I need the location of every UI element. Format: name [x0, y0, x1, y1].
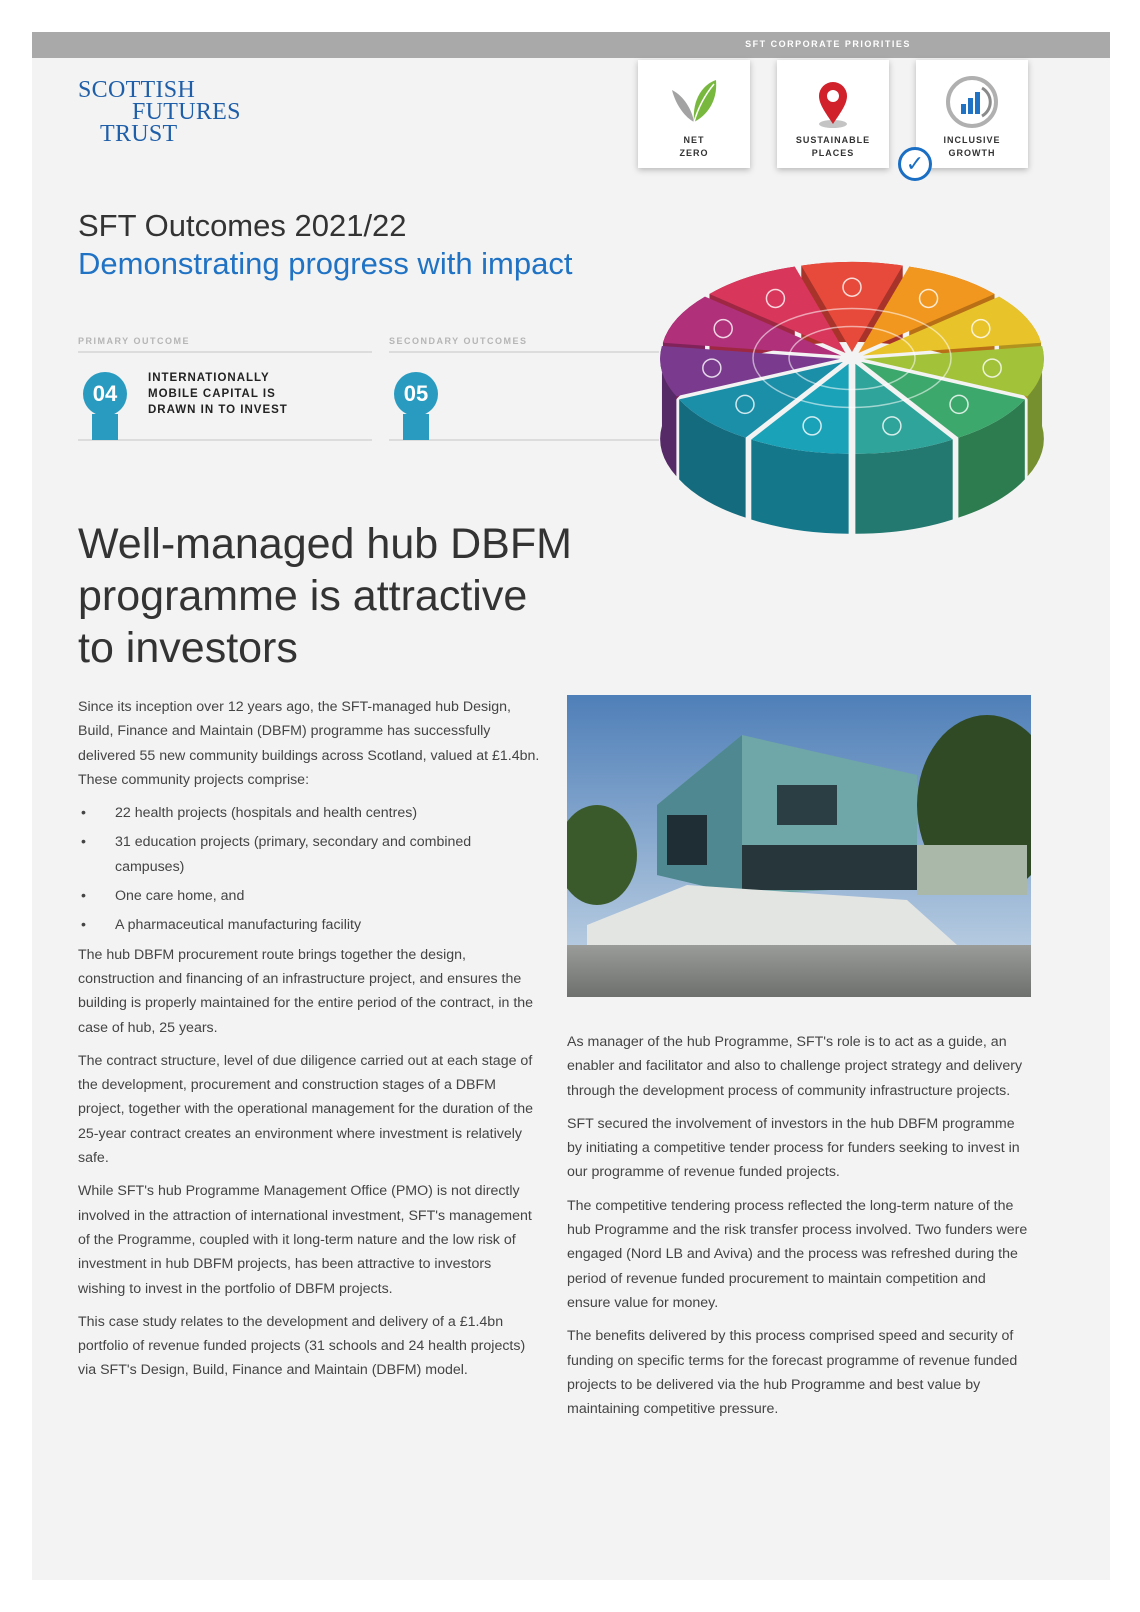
paragraph: The contract structure, level of due diligence carried out at each stage of the development, procurement and construction stages of a DBFM project, together with the operational management for the duration of the 25-year contract creates an environment where investment is relatively safe. — [78, 1052, 534, 1167]
logo-line-2: FUTURES — [132, 99, 241, 125]
priority-card-sustainable-places — [777, 60, 889, 168]
paragraph: Since its inception over 12 years ago, the SFT-managed hub Design, Build, Finance and Maintain (DBFM) programme has successfully delivered 55 new community buildings across Scotland, valued at £1.4bn. These community projects comprise: — [78, 699, 540, 788]
divider — [389, 351, 659, 353]
body-column-left — [78, 695, 542, 1392]
list-item: • A pharmaceutical manufacturing facility — [78, 913, 542, 937]
growth-chart-icon — [942, 72, 1002, 132]
list-item: • 31 education projects (primary, secondary and combined campuses) — [78, 830, 542, 879]
secondary-outcomes-label: SECONDARY OUTCOMES — [389, 336, 528, 346]
badge-stem — [92, 414, 118, 440]
pie-slice-side — [751, 439, 848, 533]
list-item: • 22 health projects (hospitals and health centres) — [78, 801, 542, 825]
document-page — [32, 32, 1110, 1580]
corporate-priorities-bar — [32, 32, 1110, 58]
logo-line-1: SCOTTISH — [78, 77, 196, 103]
body-column-right — [567, 1030, 1033, 1430]
priority-label: NET ZERO — [679, 135, 709, 158]
pie-slice-side — [855, 439, 952, 533]
project-list — [78, 801, 542, 937]
corporate-priorities-label: SFT CORPORATE PRIORITIES — [745, 39, 911, 49]
building-photo — [567, 695, 1031, 997]
primary-outcome-label: PRIMARY OUTCOME — [78, 336, 191, 346]
priority-label: SUSTAINABLE PLACES — [795, 135, 871, 158]
secondary-outcome-badge: 05 — [394, 372, 438, 416]
paragraph: While SFT's hub Programme Management Office (PMO) is not directly involved in the attraction of international investment, SFT's management of the Programme, coupled with it long-term nature and the low risk of investment in hub DBFM projects, has been attractive to investors wishing to invest in the portfolio of DBFM projects. — [78, 1183, 532, 1297]
paragraph: The benefits delivered by this process comprised speed and security of funding on specific terms for the forecast programme of revenue funded projects to be delivered via the hub Programme and best value by maintaining competitive pressure. — [567, 1328, 1018, 1418]
priority-card-net-zero — [638, 60, 750, 168]
paragraph: The hub DBFM procurement route brings together the design, construction and financing of an infrastructure project, and ensures the building is properly maintained for the entire period of the contract, in the case of hub, 25 years. — [78, 946, 534, 1036]
logo-line-3: TRUST — [100, 121, 178, 147]
leaf-icon — [664, 72, 724, 132]
scottish-futures-trust-logo — [78, 78, 298, 162]
outcomes-pie-graphic — [652, 238, 1052, 548]
paragraph: SFT secured the involvement of investors in the hub DBFM programme by initiating a competitive tender process for funders seeking to invest in our programme of revenue funded projects. — [567, 1115, 1020, 1181]
article-headline: Well-managed hub DBFM programme is attractive to investors — [78, 520, 572, 672]
paragraph: As manager of the hub Programme, SFT's role is to act as a guide, an enabler and facilitator and also to challenge project strategy and delivery through the development process of community infrastructure projects. — [567, 1034, 1023, 1099]
pie-slices — [660, 262, 1044, 534]
badge-stem — [403, 414, 429, 440]
divider — [389, 439, 659, 441]
page-title: SFT Outcomes 2021/22 — [78, 208, 407, 243]
checkmark-icon: ✓ — [898, 147, 932, 181]
page-subtitle: Demonstrating progress with impact — [78, 246, 573, 281]
divider — [78, 439, 372, 441]
paragraph: The competitive tendering process reflected the long-term nature of the hub Programme and the risk transfer process involved. Two funders were engaged (Nord LB and Aviva) and the process was refreshed during the period of revenue funded procurement to maintain competition and ensure value for money. — [567, 1197, 1028, 1311]
list-item: • One care home, and — [78, 884, 542, 908]
location-pin-icon — [803, 72, 863, 132]
priority-card-inclusive-growth — [916, 60, 1028, 168]
paragraph: This case study relates to the development and delivery of a £1.4bn portfolio of revenue funded projects (31 schools and 24 health projects) via SFT's Design, Build, Finance and Maintain (DBFM) model. — [78, 1313, 526, 1379]
priority-label: INCLUSIVE GROWTH — [943, 135, 1001, 158]
divider — [78, 351, 372, 353]
primary-outcome-text: INTERNATIONALLY MOBILE CAPITAL IS DRAWN IN TO INVEST — [148, 372, 288, 416]
primary-outcome-badge: 04 — [83, 372, 127, 416]
